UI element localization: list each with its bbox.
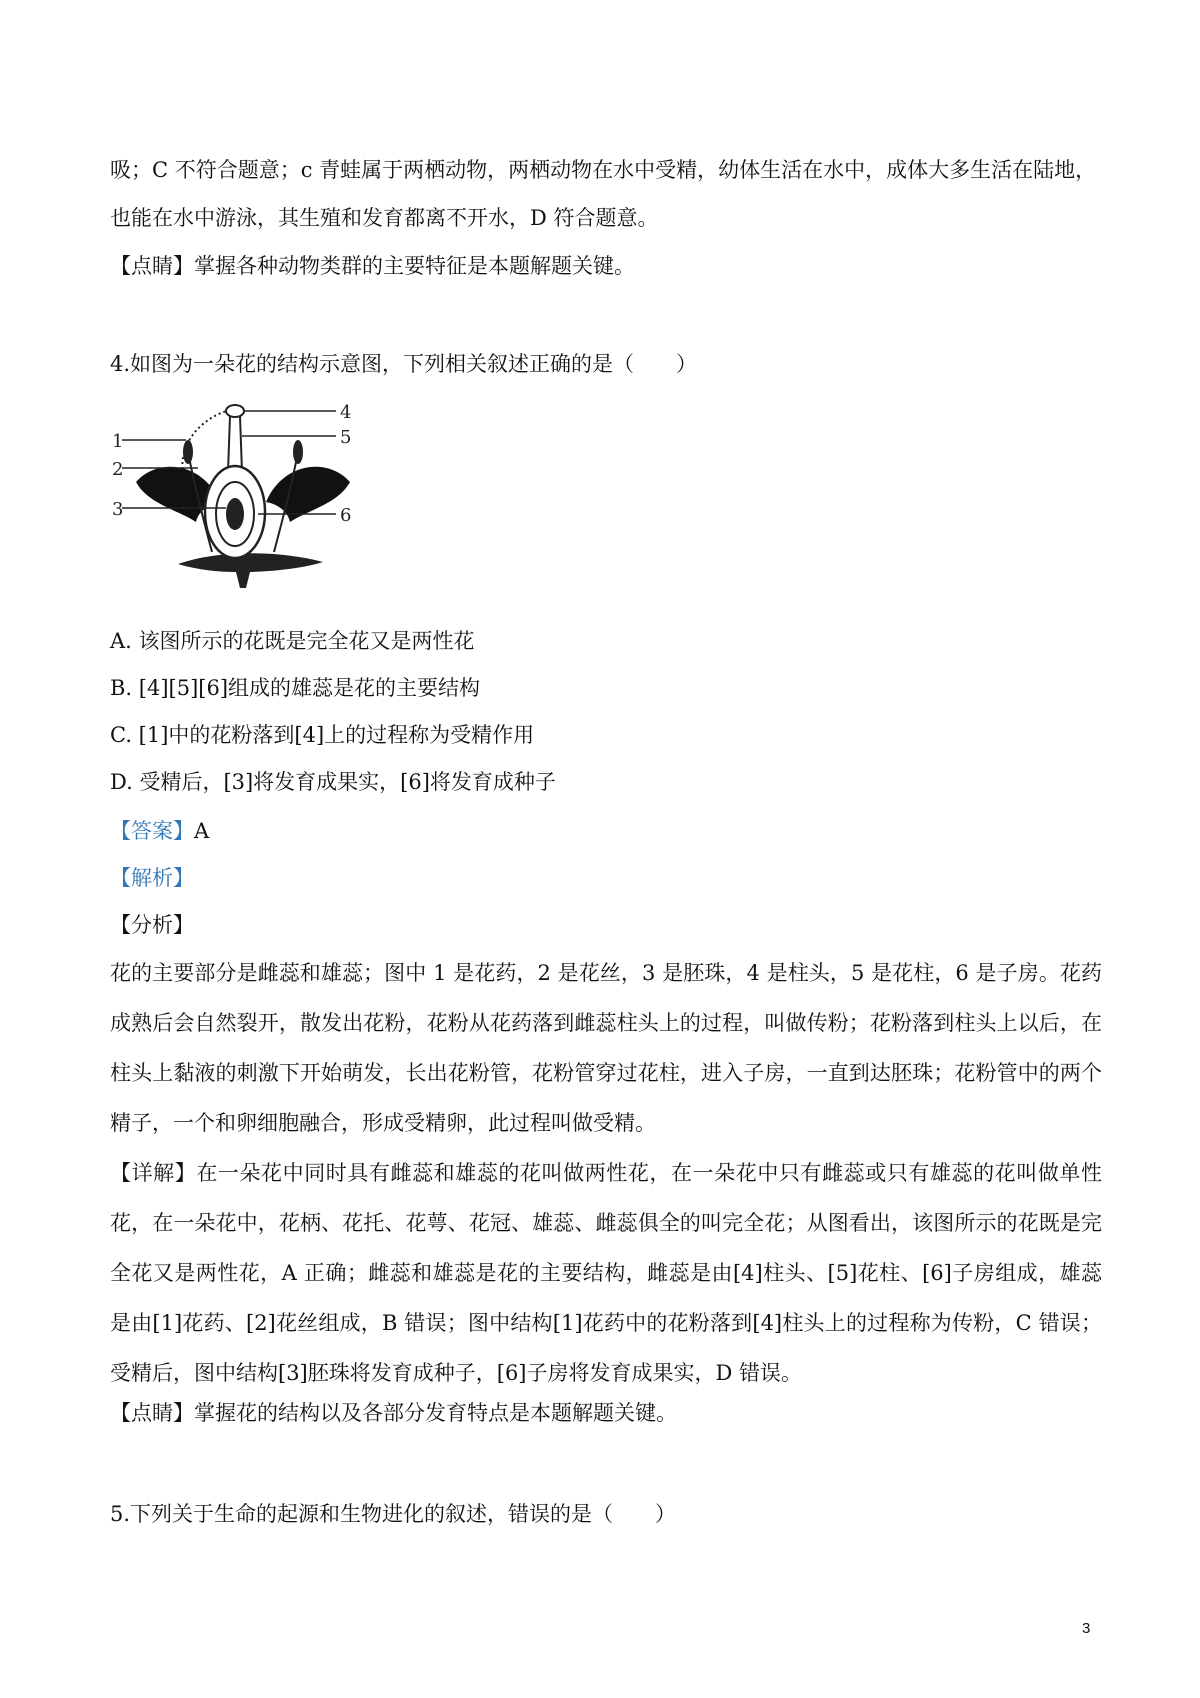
text-line: 也能在水中游泳，其生殖和发育都离不开水，D 符合题意。 <box>110 206 659 230</box>
answer-line <box>110 816 209 846</box>
anther-left <box>183 440 193 464</box>
question-5: 5.下列关于生命的起源和生物进化的叙述，错误的是（ ） <box>110 1502 677 1526</box>
answer-value: A <box>194 819 210 843</box>
fenxi-tag: 【分析】 <box>110 913 194 937</box>
diagram-label-2: 2 <box>112 459 124 480</box>
tip-line <box>110 251 635 281</box>
page-number: 3 <box>1082 1620 1091 1637</box>
diagram-label-5: 5 <box>340 427 352 448</box>
text-line: 吸；C 不符合题意；c 青蛙属于两栖动物，两栖动物在水中受精，幼体生活在水中，成体大多生活在陆地， <box>110 158 1097 182</box>
fenxi-paragraph: 花的主要部分是雌蕊和雄蕊；图中 1 是花药，2 是花丝，3 是胚珠，4 是柱头，5 是花柱，6 是子房。花药成熟后会自然裂开，散发出花粉，花粉从花药落到雌蕊柱头上的过程，叫做传粉；花粉落到柱头上以后，在柱头上黏液的刺激下开始萌发，长出花粉管，花粉管穿过花柱，进入子房，一直到达胚珠；花粉管中的两个精子，一个和卵细胞融合，形成受精卵，此过程叫做受精。 <box>110 961 1102 1135</box>
xiangjie-text: 在一朵花中同时具有雌蕊和雄蕊的花叫做两性花，在一朵花中只有雌蕊或只有雄蕊的花叫做单性花，在一朵花中，花柄、花托、花萼、花冠、雄蕊、雌蕊俱全的叫完全花；从图看出，该图所示的花既是完全花又是两性花，A 正确；雌蕊和雄蕊是花的主要结构，雌蕊是由[4]柱头、[5]花柱、[6]子房组成，雄蕊是由[1]花药、[2]花丝组成，B 错误；图中结构[1]花药中的花粉落到[4]柱头上的过程称为传粉，C 错误；受精后，图中结构[3]胚珠将发育成种子，[6]子房将发育成果实，D 错误。 <box>110 1161 1102 1385</box>
diagram-label-6: 6 <box>340 505 352 526</box>
option-a: A. 该图所示的花既是完全花又是两性花 <box>110 629 475 653</box>
xiangjie-paragraph <box>110 1148 1102 1398</box>
answer-tag: 【答案】 <box>110 819 194 843</box>
flower-structure-diagram <box>108 402 393 590</box>
style <box>228 416 242 472</box>
tip-tag: 【点睛】 <box>110 1401 194 1425</box>
tip-line-q4 <box>110 1398 677 1428</box>
receptacle <box>178 553 323 588</box>
stigma <box>226 405 244 417</box>
anther-right <box>293 440 303 464</box>
option-b: B. [4][5][6]组成的雄蕊是花的主要结构 <box>110 676 481 700</box>
option-c: C. [1]中的花粉落到[4]上的过程称为受精作用 <box>110 723 535 747</box>
ovule <box>226 498 244 530</box>
question-4: 4.如图为一朵花的结构示意图，下列相关叙述正确的是（ ） <box>110 352 698 376</box>
xiangjie-tag: 【详解】 <box>110 1161 197 1185</box>
diagram-label-1: 1 <box>112 431 124 452</box>
analysis-tag: 【解析】 <box>110 866 194 890</box>
diagram-label-3: 3 <box>112 499 124 520</box>
tip-tag: 【点睛】 <box>110 254 194 278</box>
option-d: D. 受精后，[3]将发育成果实，[6]将发育成种子 <box>110 770 556 794</box>
diagram-label-4: 4 <box>340 402 352 423</box>
tip-text: 掌握各种动物类群的主要特征是本题解题关键。 <box>194 254 635 278</box>
tip-text: 掌握花的结构以及各部分发育特点是本题解题关键。 <box>194 1401 677 1425</box>
